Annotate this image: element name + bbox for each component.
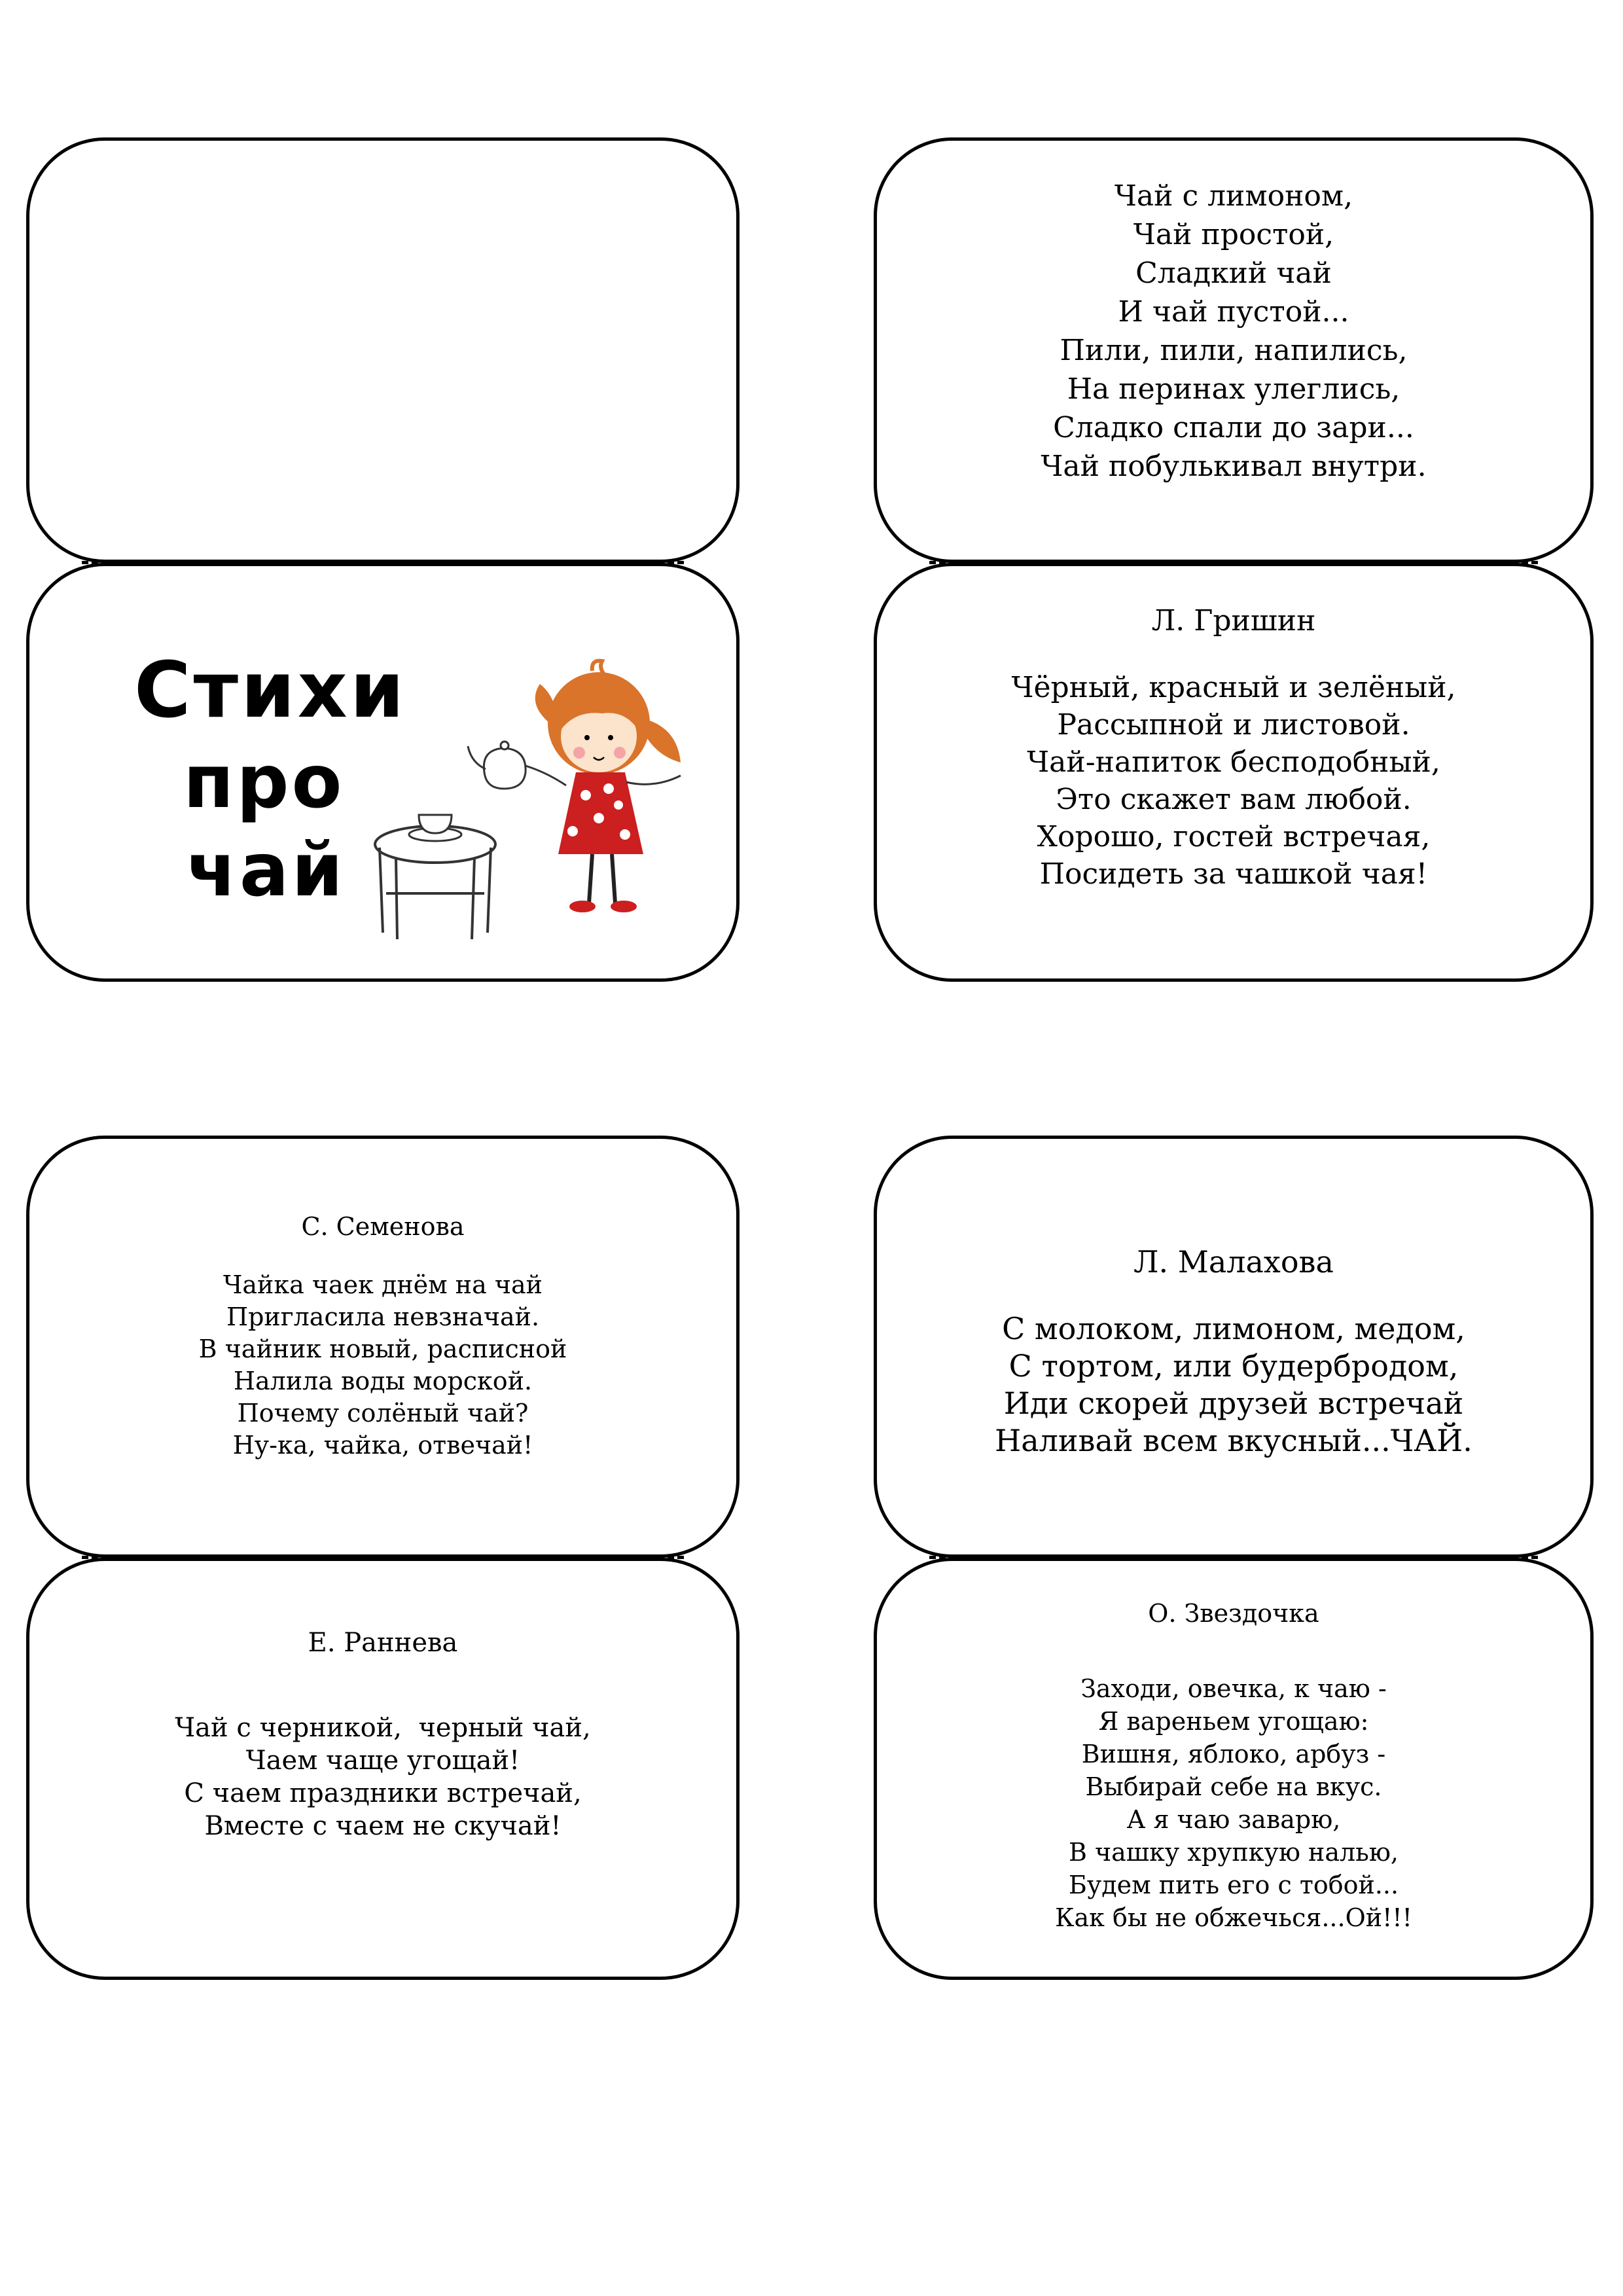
- poem-line: Это скажет вам любой.: [1056, 783, 1412, 816]
- poem-line: Как бы не обжечься...Ой!!!: [1055, 1903, 1412, 1932]
- card-top-left-upper: [26, 137, 740, 563]
- teapot-lid: [501, 742, 508, 749]
- girl-pigtail-left: [535, 684, 556, 723]
- poem-line: Ну-ка, чайка, отвечай!: [232, 1431, 533, 1460]
- dress-dot: [594, 813, 604, 823]
- poem-line: Иди скорей друзей встречай: [1003, 1386, 1464, 1421]
- girl-pouring-tea-icon: [350, 658, 736, 946]
- poem-line: Будем пить его с тобой...: [1068, 1871, 1399, 1899]
- fold-line-3: [82, 1556, 684, 1559]
- fold-line-1: [82, 561, 684, 564]
- poem-line: В чашку хрупкую налью,: [1069, 1838, 1399, 1867]
- poem-line: С чаем праздники встречай,: [184, 1778, 582, 1808]
- dress-dot: [620, 829, 630, 840]
- poem-line: Вишня, яблоко, арбуз -: [1081, 1740, 1386, 1768]
- card-top-left-lower: [26, 563, 740, 982]
- girl-dress: [558, 772, 643, 854]
- card-bottom-left-upper: [26, 1136, 740, 1558]
- poem-line: Чай с черникой, черный чай,: [175, 1713, 591, 1743]
- poem-6: [877, 1597, 1590, 1934]
- dress-dot: [614, 800, 623, 810]
- poem-line: Сладко спали до зари...: [1053, 411, 1414, 444]
- girl-arm-left: [526, 766, 566, 785]
- girl-cheek-left: [573, 747, 585, 759]
- poem-line: Налила воды морской.: [233, 1367, 533, 1395]
- poem-line: Сладкий чай: [1135, 257, 1332, 290]
- card-bottom-right-upper: [874, 1136, 1594, 1558]
- poem-line: Чай с лимоном,: [1114, 179, 1353, 213]
- girl-arm-right: [626, 776, 681, 784]
- girl-eye-left: [584, 735, 590, 740]
- poem-line: С тортом, или будербродом,: [1008, 1348, 1459, 1384]
- poem-1: [877, 177, 1590, 486]
- poem-author: С. Семенова: [301, 1212, 465, 1241]
- girl-pigtail-right: [646, 720, 681, 762]
- poem-line: Посидеть за чашкой чая!: [1039, 857, 1428, 891]
- poem-line: Чай простой,: [1133, 218, 1334, 251]
- cover-title-line1: Стихи: [134, 645, 407, 735]
- girl-tuft: [592, 661, 604, 674]
- cup: [419, 815, 452, 833]
- dress-dot: [603, 783, 614, 794]
- poem-line: В чайник новый, расписной: [198, 1335, 567, 1363]
- card-bottom-right-lower: [874, 1558, 1594, 1980]
- girl-cheek-right: [614, 747, 626, 759]
- poem-line: Пили, пили, напились,: [1060, 334, 1408, 367]
- poem-line: Выбирай себе на вкус.: [1085, 1772, 1382, 1801]
- poem-line: Чайка чаек днём на чай: [223, 1270, 543, 1299]
- poem-line: Пригласила невзначай.: [226, 1302, 540, 1331]
- fold-line-2: [929, 561, 1538, 564]
- poem-line: Наливай всем вкусный...ЧАЙ.: [995, 1423, 1472, 1458]
- poem-author: Е. Раннева: [308, 1628, 458, 1658]
- dress-dot: [580, 790, 591, 800]
- card-top-right-lower: [874, 563, 1594, 982]
- poem-author: О. Звездочка: [1148, 1599, 1319, 1628]
- poem-line: На перинах улеглись,: [1067, 372, 1400, 406]
- poem-4: [877, 1244, 1590, 1460]
- poem-line: Хорошо, гостей встречая,: [1037, 820, 1431, 853]
- poem-line: Я вареньем угощаю:: [1098, 1707, 1369, 1736]
- poem-line: Чёрный, красный и зелёный,: [1011, 671, 1456, 704]
- poem-line: Вместе с чаем не скучай!: [204, 1811, 562, 1841]
- card-bottom-left-lower: [26, 1558, 740, 1980]
- teapot: [484, 748, 526, 789]
- cover-title-line2: про: [183, 740, 345, 825]
- poem-3: [29, 1211, 736, 1462]
- poem-line: Заходи, овечка, к чаю -: [1080, 1674, 1387, 1703]
- poem-author: Л. Малахова: [1133, 1244, 1334, 1280]
- girl-legs: [589, 854, 615, 903]
- poem-line: Чай-напиток бесподобный,: [1027, 745, 1440, 779]
- cover-title-line3: чай: [187, 828, 346, 913]
- poem-5: [29, 1626, 736, 1842]
- poem-line: С молоком, лимоном, медом,: [1002, 1311, 1465, 1346]
- poem-line: Рассыпной и листовой.: [1057, 708, 1410, 742]
- dress-dot: [567, 826, 578, 836]
- poem-line: И чай пустой...: [1118, 295, 1349, 329]
- poem-line: А я чаю заварю,: [1126, 1805, 1341, 1834]
- poem-author: Л. Гришин: [1151, 604, 1316, 637]
- poem-2: [877, 602, 1590, 893]
- poem-line: Чай побулькивал внутри.: [1041, 450, 1427, 483]
- poem-line: Почему солёный чай?: [237, 1399, 529, 1427]
- fold-line-4: [929, 1556, 1538, 1559]
- card-top-right-upper: [874, 137, 1594, 563]
- girl-eye-right: [608, 735, 613, 740]
- poem-line: Чаем чаще угощай!: [245, 1746, 520, 1776]
- girl-shoe-left: [569, 901, 596, 912]
- girl-shoe-right: [611, 901, 637, 912]
